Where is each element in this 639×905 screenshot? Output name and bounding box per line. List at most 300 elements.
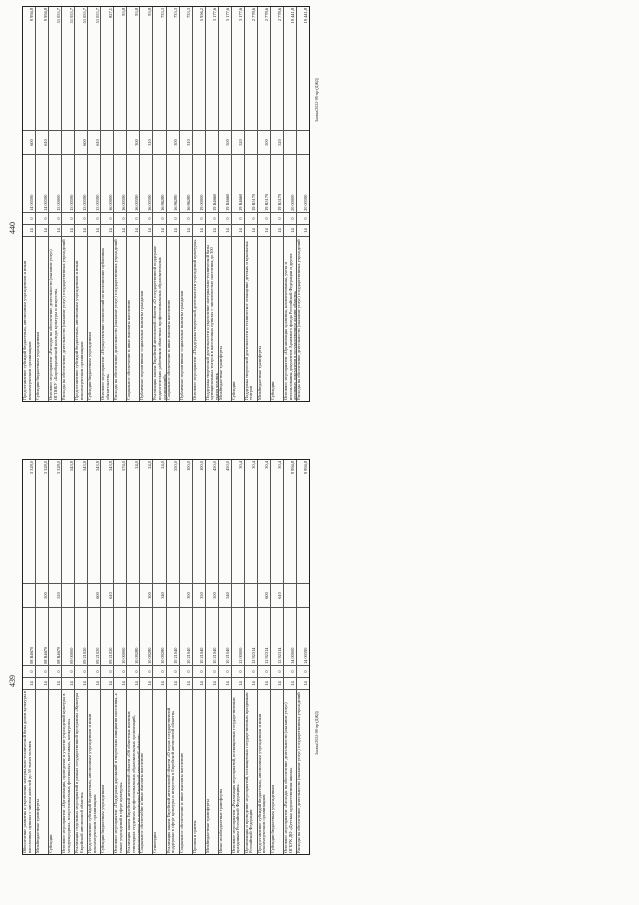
row-target-code: 16 00000: [101, 155, 113, 213]
row-target-code: 12 92314: [258, 608, 270, 666]
row-subsection: 0: [167, 213, 179, 225]
row-amount: 574,0: [114, 460, 126, 584]
row-name: Реализация закона Еврейской автономной области «О мерах государственной поддержки в сфере культуры и искусства в Еврейской автономной области»: [165, 707, 176, 853]
row-target-code: 10 21040: [219, 608, 231, 666]
row-target-code: 08 R4670: [23, 608, 35, 666]
table-row: [152, 7, 165, 401]
row-expense-type: [245, 584, 257, 608]
row-name: Расходы на обеспечение деятельности (оказание услуг) государственных учреждений: [61, 239, 67, 400]
row-section: 14: [127, 225, 139, 237]
row-amount: 3 177,6: [219, 7, 231, 131]
row-subsection: 0: [140, 666, 152, 678]
row-section: 14: [153, 678, 165, 690]
table-row: [231, 7, 244, 401]
row-subsection: 0: [193, 666, 205, 678]
row-target-code: 09 21020: [75, 608, 87, 666]
table-row: [113, 7, 126, 401]
row-name: Публичные нормативные социальные выплаты гражданам: [139, 290, 145, 400]
row-section: 14: [258, 225, 270, 237]
table-row: [139, 7, 152, 401]
row-amount: 550,0: [167, 460, 179, 584]
row-expense-type: [297, 584, 309, 608]
row-name: Предоставление субсидий бюджетным, автономным учреждениям и иным некоммерческим организациям: [87, 713, 97, 853]
table-row: [23, 7, 35, 401]
page-number: 440: [8, 222, 17, 234]
row-name: Стипендии: [152, 832, 158, 853]
row-section: 14: [140, 225, 152, 237]
row-expense-type: 610: [101, 584, 113, 608]
row-target-code: 16 86280: [153, 155, 165, 213]
table-row: [192, 7, 205, 401]
row-target-code: 12 92314: [271, 608, 283, 666]
row-name: Социальное обеспечение и иные выплаты населению: [178, 753, 184, 853]
row-expense-type: [193, 131, 205, 155]
row-amount: 827,1: [101, 7, 113, 131]
row-name: Межбюджетные трансферты: [217, 346, 223, 400]
row-expense-type: 310: [140, 131, 152, 155]
row-section: 14: [62, 225, 74, 237]
row-name: Межбюджетные трансферты: [35, 799, 41, 853]
registration-stamp: Заявка/2022-98-пр-(ДЖД): [314, 77, 319, 122]
table-row: [244, 7, 257, 401]
row-target-code: 08 R4670: [49, 608, 61, 666]
row-name: Предоставление субсидий бюджетным, автономным учреждениям и иным некоммерческим организациям: [74, 260, 84, 400]
row-amount: 9 994,8: [23, 7, 35, 131]
row-section: 14: [167, 225, 179, 237]
row-name: Социальное обеспечение и иные выплаты населению: [139, 753, 145, 853]
row-section: 14: [180, 678, 192, 690]
row-expense-type: 520: [49, 584, 61, 608]
table-row: [283, 7, 296, 401]
row-subsection: 0: [49, 666, 61, 678]
row-amount: 19 441,8: [297, 7, 309, 131]
row-name: Субсидии: [48, 834, 54, 853]
row-subsection: 0: [206, 213, 218, 225]
row-subsection: 0: [153, 213, 165, 225]
row-name: Основное мероприятие «Организация, проведение и участие учреждений культуры в международных, межрегиональных фестивалях, выставках, конкурсах»: [61, 693, 71, 853]
row-subsection: 0: [36, 666, 48, 678]
row-target-code: 19 R4660: [232, 155, 244, 213]
page-439: [2, 453, 320, 905]
row-subsection: 0: [206, 666, 218, 678]
row-name: Иные межбюджетные трансферты: [217, 788, 223, 853]
table-row: [126, 7, 139, 401]
row-section: 14: [219, 678, 231, 690]
row-subsection: 0: [62, 213, 74, 225]
row-target-code: 14 00000: [284, 608, 296, 666]
row-target-code: 15 00590: [75, 155, 87, 213]
row-section: 14: [23, 678, 35, 690]
row-target-code: 10 21040: [180, 608, 192, 666]
row-amount: 100,0: [180, 460, 192, 584]
table-row: [74, 460, 87, 854]
row-section: 14: [49, 225, 61, 237]
row-name: Субсидии бюджетным учреждениям: [100, 784, 106, 853]
row-section: 14: [271, 678, 283, 690]
row-subsection: 0: [297, 213, 309, 225]
row-amount: 450,0: [206, 460, 218, 584]
row-subsection: 0: [258, 666, 270, 678]
row-subsection: 0: [180, 213, 192, 225]
row-name: Публичные нормативные социальные выплаты гражданам: [178, 290, 184, 400]
row-section: 14: [193, 678, 205, 690]
row-name: Реализация отдельных мероприятий в рамках государственной программы «Культура Еврейской автономной области»: [74, 692, 84, 853]
row-target-code: 09 00000: [62, 608, 74, 666]
table-row: [166, 7, 179, 401]
row-name: Основное мероприятие «Реализация мероприятий, посвященных государственным праздникам Российской Федерации»: [230, 697, 241, 853]
row-subsection: 0: [114, 666, 126, 678]
row-amount: 3 177,6: [206, 7, 218, 131]
row-target-code: 10 09280: [153, 608, 165, 666]
row-name: Предоставление субсидий бюджетным, автономным учреждениям и иным некоммерческим организациям: [22, 260, 32, 400]
row-name: Поддержка творческой деятельности и техническое оснащение детских и кукольных театров: [243, 241, 254, 400]
row-subsection: 0: [167, 666, 179, 678]
row-subsection: 0: [271, 666, 283, 678]
table-row: [139, 460, 152, 854]
table-row: [35, 7, 48, 401]
row-name: Расходы на обеспечение деятельности (оказание услуг) государственных учреждений: [113, 239, 119, 400]
table-row: [192, 460, 205, 854]
row-target-code: 10 21040: [167, 608, 179, 666]
row-name: Социальное обеспечение и иные выплаты населению: [126, 300, 132, 400]
row-expense-type: [49, 131, 61, 155]
table-row: [166, 460, 179, 854]
row-expense-type: [153, 131, 165, 155]
row-section: 14: [284, 678, 296, 690]
row-amount: 733,3: [153, 7, 165, 131]
row-name: Субсидии бюджетным учреждениям: [35, 331, 41, 400]
row-amount: 9 994,8: [284, 460, 296, 584]
row-expense-type: [127, 584, 139, 608]
row-target-code: 19 R5170: [258, 155, 270, 213]
row-section: 14: [153, 225, 165, 237]
row-subsection: 0: [219, 213, 231, 225]
row-amount: 2 778,6: [271, 7, 283, 131]
row-amount: 3 328,0: [49, 460, 61, 584]
table-row: [61, 7, 74, 401]
row-expense-type: 520: [232, 131, 244, 155]
row-amount: 19 441,8: [284, 7, 296, 131]
row-section: 14: [284, 225, 296, 237]
row-expense-type: 300: [140, 584, 152, 608]
row-name: Расходы на обеспечение деятельности (оказание услуг) государственных учреждений: [295, 239, 301, 400]
page-440: [2, 0, 320, 452]
row-section: 14: [114, 225, 126, 237]
row-expense-type: [75, 584, 87, 608]
table-row: [244, 460, 257, 854]
row-subsection: 0: [36, 213, 48, 225]
row-section: 14: [206, 678, 218, 690]
row-section: 14: [23, 225, 35, 237]
row-section: 14: [114, 678, 126, 690]
row-expense-type: [101, 131, 113, 155]
row-amount: 93,8: [140, 7, 152, 131]
row-target-code: 16 00590: [140, 155, 152, 213]
row-amount: 733,3: [180, 7, 192, 131]
row-subsection: 0: [153, 666, 165, 678]
row-expense-type: [114, 131, 126, 155]
row-name: Основное мероприятие «Осуществление полномочий по исполнению публичных обязательств»: [100, 247, 110, 400]
row-target-code: 20 00000: [284, 155, 296, 213]
row-section: 14: [206, 225, 218, 237]
row-target-code: 14 00590: [297, 608, 309, 666]
row-amount: 9 994,8: [297, 460, 309, 584]
row-subsection: 0: [232, 666, 244, 678]
table-row: [100, 460, 113, 854]
row-section: 14: [75, 225, 87, 237]
row-amount: 30,4: [258, 460, 270, 584]
row-amount: 3 328,0: [36, 460, 48, 584]
row-subsection: 0: [101, 666, 113, 678]
row-section: 14: [219, 225, 231, 237]
row-section: 14: [297, 678, 309, 690]
row-target-code: 19 R5170: [271, 155, 283, 213]
row-amount: 3 328,0: [23, 460, 35, 584]
table-row: [218, 460, 231, 854]
row-name: Социальное обеспечение и иные выплаты населению: [165, 300, 171, 400]
row-name: Предоставление субсидий бюджетным, автономным учреждениям и иным некоммерческим организациям: [256, 713, 267, 853]
row-amount: 51 055,7: [88, 7, 100, 131]
row-section: 14: [75, 678, 87, 690]
row-expense-type: 600: [75, 131, 87, 155]
table-row: [270, 460, 283, 854]
row-name: Реализация закона Еврейской автономной области «Об областных именных стипендиях студентам профессиональных образовательных организаций, расположенных на территории Еврейской автономной области»: [126, 711, 141, 853]
row-section: 14: [271, 225, 283, 237]
row-subsection: 0: [284, 666, 296, 678]
row-amount: 93,8: [114, 7, 126, 131]
row-target-code: 16 86280: [180, 155, 192, 213]
row-expense-type: 300: [127, 131, 139, 155]
row-name: Субсидии: [230, 381, 236, 400]
row-target-code: 12 00000: [232, 608, 244, 666]
row-subsection: 0: [88, 666, 100, 678]
row-name: Субсидии бюджетным учреждениям: [269, 784, 275, 853]
row-amount: 24,0: [140, 460, 152, 584]
table-row: [270, 7, 283, 401]
row-amount: 24,0: [127, 460, 139, 584]
row-amount: 51 055,7: [49, 7, 61, 131]
row-subsection: 0: [271, 213, 283, 225]
row-name: Основное мероприятие «Поддержка творческой деятельности учреждений культуры»: [191, 239, 197, 400]
row-name: Расходы на обеспечение деятельности (оказание услуг) государственных учреждений: [295, 692, 301, 853]
row-expense-type: 310: [180, 131, 192, 155]
row-target-code: 19 00000: [193, 155, 205, 213]
row-name: Межбюджетные трансферты: [256, 346, 262, 400]
budget-table: [22, 6, 310, 402]
row-name: Межбюджетные трансферты: [204, 799, 210, 853]
row-amount: 3 177,6: [232, 7, 244, 131]
row-name: Основное мероприятие «Организация хранения, комплектования, учета и использования документов Архивного фонда Российской Федерации и других архивных документов в государственном архиве области»: [282, 253, 298, 400]
row-expense-type: 500: [36, 584, 48, 608]
row-subsection: 0: [114, 213, 126, 225]
row-expense-type: 350: [193, 584, 205, 608]
row-section: 14: [36, 678, 48, 690]
row-section: 14: [193, 225, 205, 237]
row-amount: 30,4: [232, 460, 244, 584]
row-amount: 543,9: [88, 460, 100, 584]
row-expense-type: [284, 131, 296, 155]
row-target-code: 20 00590: [297, 155, 309, 213]
row-section: 14: [245, 678, 257, 690]
row-target-code: 10 09280: [127, 608, 139, 666]
row-subsection: 0: [219, 666, 231, 678]
row-target-code: 16 00590: [127, 155, 139, 213]
row-amount: 30,4: [271, 460, 283, 584]
row-amount: 2 778,6: [245, 7, 257, 131]
row-amount: 450,0: [219, 460, 231, 584]
row-section: 14: [101, 678, 113, 690]
row-subsection: 0: [49, 213, 61, 225]
table-row: [231, 460, 244, 854]
budget-table: [22, 459, 310, 855]
row-expense-type: [62, 584, 74, 608]
row-subsection: 0: [75, 213, 87, 225]
row-subsection: 0: [75, 666, 87, 678]
table-row: [48, 460, 61, 854]
row-subsection: 0: [101, 213, 113, 225]
row-target-code: 14 00590: [23, 155, 35, 213]
table-row: [35, 460, 48, 854]
row-subsection: 0: [62, 666, 74, 678]
table-row: [152, 460, 165, 854]
table-row: [23, 460, 35, 854]
registration-stamp: Заявка/2022-98-пр-(ДЖД): [314, 710, 319, 755]
row-section: 14: [49, 678, 61, 690]
table-row: [218, 7, 231, 401]
row-target-code: 15 00590: [88, 155, 100, 213]
row-expense-type: [23, 584, 35, 608]
table-row: [48, 7, 61, 401]
table-row: [113, 460, 126, 854]
row-target-code: 10 21040: [206, 608, 218, 666]
table-row: [179, 7, 192, 401]
row-section: 14: [232, 678, 244, 690]
table-row: [257, 7, 270, 401]
row-amount: 2 778,6: [258, 7, 270, 131]
row-section: 14: [258, 678, 270, 690]
row-amount: 9 994,8: [36, 7, 48, 131]
row-amount: 543,9: [75, 460, 87, 584]
row-expense-type: 610: [271, 584, 283, 608]
row-expense-type: 500: [206, 584, 218, 608]
row-subsection: 0: [193, 213, 205, 225]
row-subsection: 0: [245, 213, 257, 225]
table-row: [296, 460, 309, 854]
row-subsection: 0: [127, 213, 139, 225]
table-row: [179, 460, 192, 854]
table-row: [74, 7, 87, 401]
row-section: 14: [232, 225, 244, 237]
row-target-code: 09 21020: [101, 608, 113, 666]
row-name: Организация и проведение мероприятий, посвященных государственным праздникам Российской Федерации: [243, 692, 254, 853]
row-subsection: 0: [23, 213, 35, 225]
row-section: 14: [140, 678, 152, 690]
row-target-code: 15 00590: [62, 155, 74, 213]
row-name: Премии и гранты: [191, 820, 197, 853]
table-row: [205, 7, 218, 401]
row-amount: 5 956,2: [193, 7, 205, 131]
row-target-code: 08 R4670: [36, 608, 48, 666]
row-section: 14: [62, 678, 74, 690]
row-expense-type: 540: [219, 584, 231, 608]
row-expense-type: 610: [36, 131, 48, 155]
row-target-code: 10 09280: [140, 608, 152, 666]
row-subsection: 0: [232, 213, 244, 225]
row-name: Основное мероприятие «Поддержка дарований и творческих инициатив населения, а также учреждений в сфере культуры»: [113, 693, 123, 853]
row-section: 14: [36, 225, 48, 237]
table-row: [61, 460, 74, 854]
row-expense-type: 340: [153, 584, 165, 608]
row-expense-type: 520: [271, 131, 283, 155]
row-name: Основное мероприятие «Расходы на обеспечение деятельности (оказание услуг) ОГБУК ДО «Детская художественная школа»: [282, 702, 293, 853]
row-name: Обеспечение развития и укрепления материально-технической базы домов культуры в населенных пунктах с числом жителей до 50 тысяч человек: [22, 691, 32, 853]
row-subsection: 0: [284, 213, 296, 225]
table-row: [257, 460, 270, 854]
row-expense-type: [167, 584, 179, 608]
row-amount: 24,0: [153, 460, 165, 584]
row-name: Реализация закона Еврейской автономной области «О государственной поддержке педагогических работников областных профессиональных образовательных организаций»: [152, 245, 167, 400]
row-amount: 51 055,7: [75, 7, 87, 131]
row-expense-type: [232, 584, 244, 608]
row-expense-type: [206, 131, 218, 155]
row-expense-type: [114, 584, 126, 608]
row-amount: 51 055,7: [62, 7, 74, 131]
row-expense-type: 300: [167, 131, 179, 155]
row-name: Основное мероприятие «Расходы на обеспечение деятельности (оказание услуг) ОГПОБУ «Биробиджанский колледж культуры и искусств»: [48, 249, 58, 400]
row-subsection: 0: [297, 666, 309, 678]
row-section: 14: [127, 678, 139, 690]
row-target-code: 19 R4660: [206, 155, 218, 213]
row-target-code: 09 21020: [88, 608, 100, 666]
row-name: Поддержка творческой деятельности и укрепление материально-технической базы муниципальных театров в населенных пунктах с численностью населения до 300 тысяч человек: [204, 245, 219, 400]
page-number: 439: [8, 675, 17, 687]
row-expense-type: 610: [88, 131, 100, 155]
row-expense-type: [284, 584, 296, 608]
row-subsection: 0: [245, 666, 257, 678]
table-row: [100, 7, 113, 401]
row-amount: 543,9: [62, 460, 74, 584]
row-expense-type: [297, 131, 309, 155]
row-amount: 100,0: [193, 460, 205, 584]
table-row: [296, 7, 309, 401]
row-section: 14: [88, 678, 100, 690]
row-amount: 93,8: [127, 7, 139, 131]
row-expense-type: 600: [23, 131, 35, 155]
row-subsection: 0: [180, 666, 192, 678]
row-target-code: 10 00000: [114, 608, 126, 666]
row-expense-type: [62, 131, 74, 155]
row-subsection: 0: [88, 213, 100, 225]
row-expense-type: 500: [258, 131, 270, 155]
row-section: 14: [245, 225, 257, 237]
row-expense-type: 300: [180, 584, 192, 608]
row-amount: 30,4: [245, 460, 257, 584]
table-row: [205, 460, 218, 854]
row-target-code: 12 92314: [245, 608, 257, 666]
row-expense-type: 500: [219, 131, 231, 155]
row-target-code: 10 21040: [193, 608, 205, 666]
row-subsection: 0: [23, 666, 35, 678]
row-expense-type: 600: [258, 584, 270, 608]
row-target-code: 16 00590: [114, 155, 126, 213]
row-name: Субсидии: [269, 381, 275, 400]
row-section: 14: [297, 225, 309, 237]
row-subsection: 0: [127, 666, 139, 678]
row-amount: 543,9: [101, 460, 113, 584]
table-row: [87, 7, 100, 401]
row-expense-type: 600: [88, 584, 100, 608]
row-target-code: 19 R5170: [245, 155, 257, 213]
